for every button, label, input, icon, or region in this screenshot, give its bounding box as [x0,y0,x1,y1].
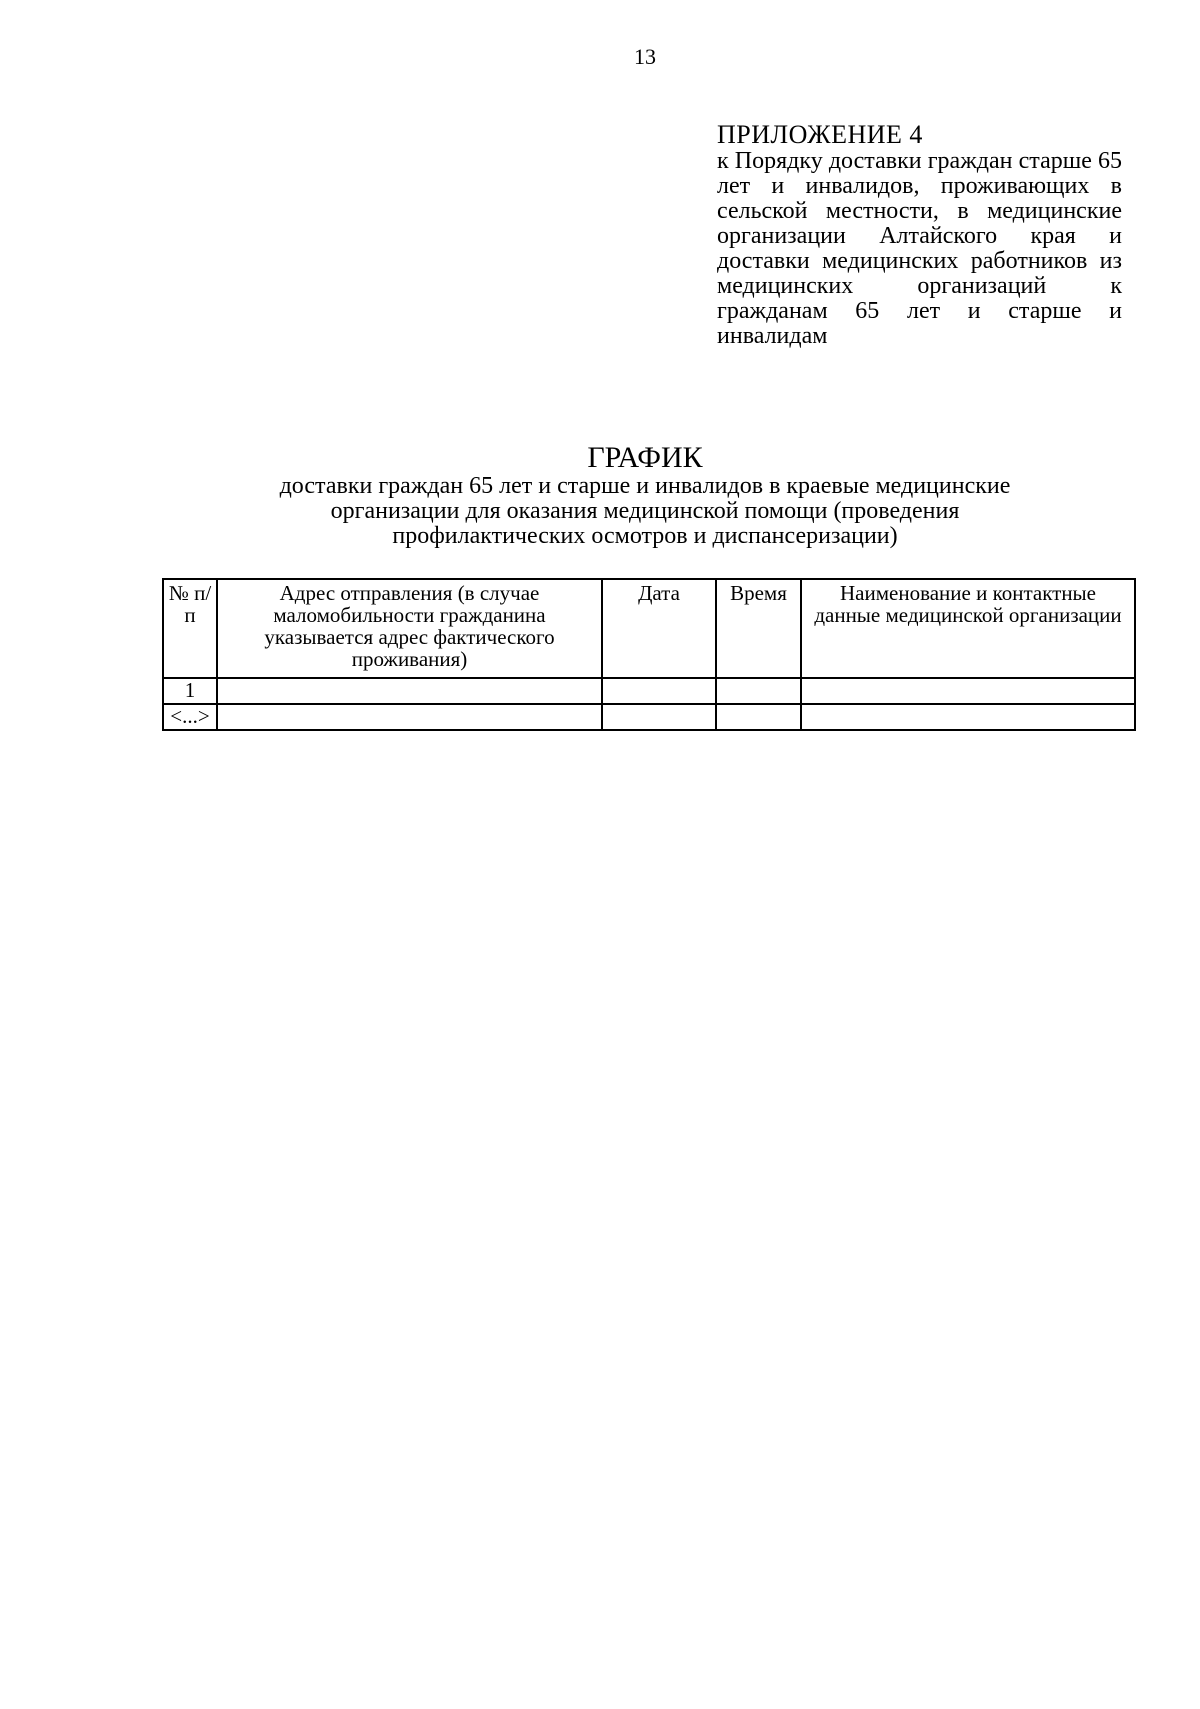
appendix-title: ПРИЛОЖЕНИЕ 4 [717,120,923,149]
document-title: ГРАФИК [587,441,703,474]
appendix-block [717,121,1122,349]
header-address: Адрес отправления (в случае маломобильности гражданина указывается адрес фактического проживания) [217,579,602,678]
document-subtitle: доставки граждан 65 лет и старше и инвалидов в краевые медицинские организации для оказания медицинской помощи (проведения профилактических осмотров и диспансеризации) [279,473,1011,549]
table-cell [217,704,602,730]
table-cell [716,678,801,704]
page-number: 13 [634,44,656,69]
table-cell: <...> [163,704,217,730]
header-number: № п/п [163,579,217,678]
table-cell [217,678,602,704]
document-heading [240,442,1050,549]
table-cell [716,704,801,730]
table-header-row [163,579,1135,678]
table-cell: 1 [163,678,217,704]
appendix-text: к Порядку доставки граждан старше 65 лет и инвалидов, проживающих в сельской местности, в медицинские организации Алтайского края и доставки медицинских работников из медицинских организаций к гражданам 65 лет и старше и инвалидам [717,148,1122,349]
table-cell [801,678,1135,704]
table-cell [602,704,716,730]
table-cell [801,704,1135,730]
header-time: Время [716,579,801,678]
table-row [163,704,1135,730]
table-cell [602,678,716,704]
header-date: Дата [602,579,716,678]
schedule-table [162,578,1136,731]
header-organization: Наименование и контактные данные медицинской организации [801,579,1135,678]
table-row [163,678,1135,704]
